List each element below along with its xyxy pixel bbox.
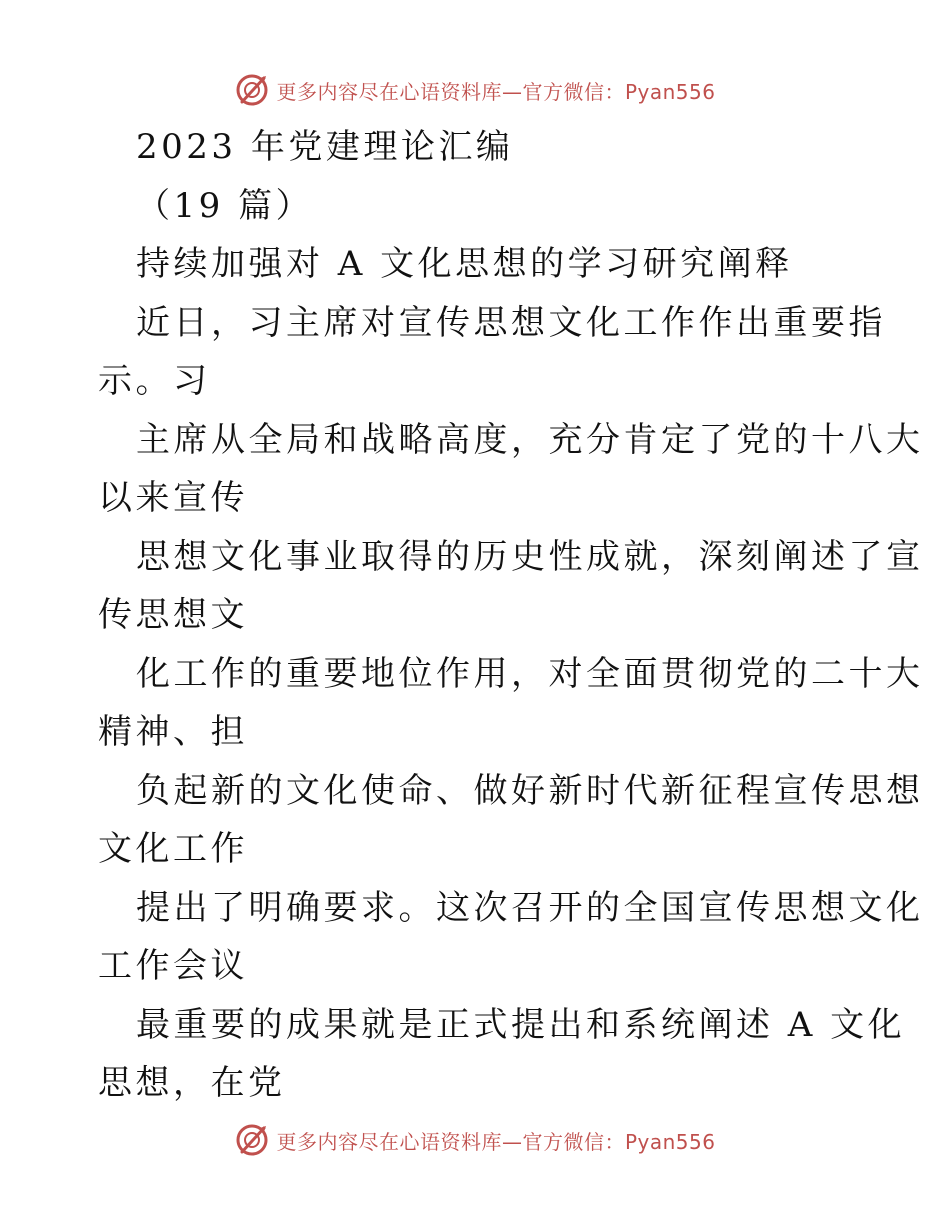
text-line: 提出了明确要求。这次召开的全国宣传思想文化 [136,887,924,928]
text-line: 思想文化事业取得的历史性成就，深刻阐述了宣 [136,536,924,577]
watermark-header [0,70,950,110]
brush-logo-icon [234,72,270,108]
brush-logo-icon [234,1122,270,1158]
text-line: （19 篇） [136,185,314,226]
watermark-text: 更多内容尽在心语资料库—官方微信：Pyan556 [276,79,716,104]
watermark-footer [0,1120,950,1160]
text-line: 近日，习主席对宣传思想文化工作作出重要指 [136,302,886,343]
text-line: 精神、担 [98,712,248,752]
text-line: 负起新的文化使命、做好新时代新征程宣传思想 [136,770,924,811]
text-line: 传思想文 [98,595,248,635]
watermark-text: 更多内容尽在心语资料库—官方微信：Pyan556 [276,1129,716,1154]
document-body [98,118,924,1113]
text-line: 持续加强对 A 文化思想的学习研究阐释 [136,244,793,284]
text-line: 主席从全局和战略高度，充分肯定了党的十八大 [136,419,924,460]
text-line: 以来宣传 [98,478,248,518]
text-line: 文化工作 [98,829,248,869]
text-line: 2023 年党建理论汇编 [136,127,514,167]
text-line: 思想，在党 [98,1063,286,1103]
text-line: 示。习 [98,361,211,401]
text-line: 化工作的重要地位作用，对全面贯彻党的二十大 [136,653,924,694]
text-line: 工作会议 [98,946,248,986]
text-line: 最重要的成果就是正式提出和系统阐述 A 文化 [136,1004,906,1045]
